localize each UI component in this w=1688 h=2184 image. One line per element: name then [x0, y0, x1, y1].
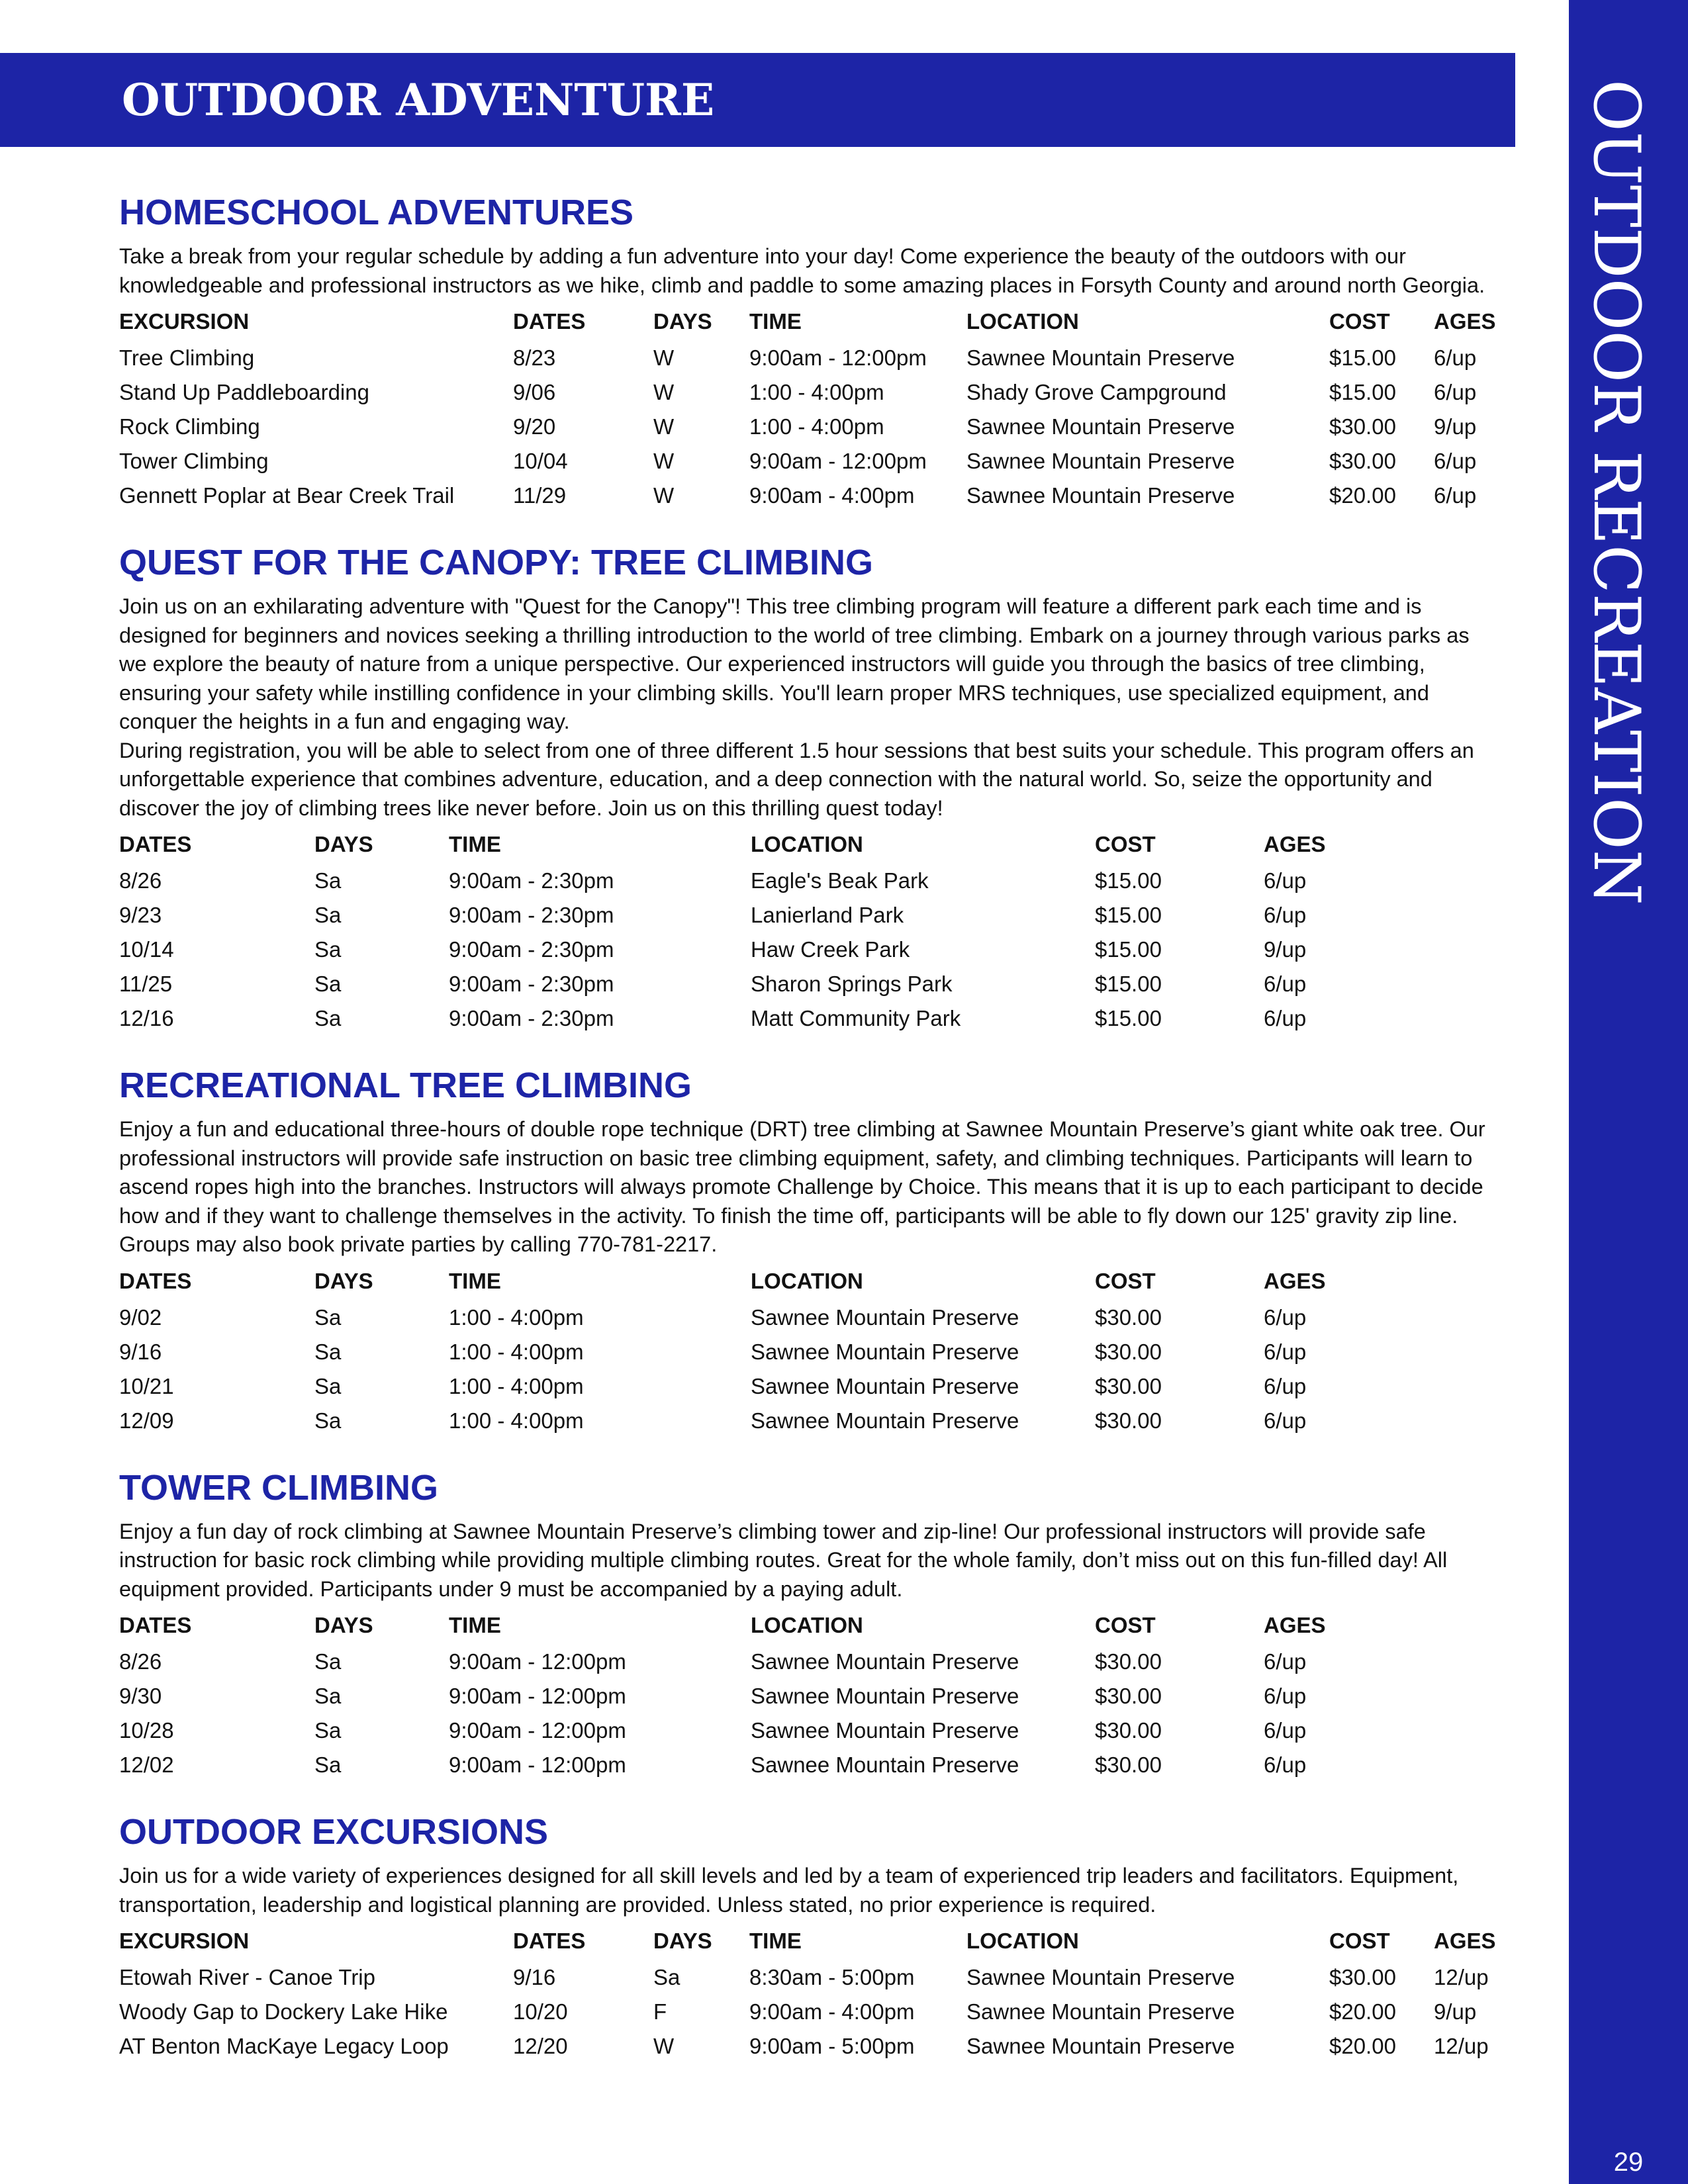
cell-ages: 6/up	[1264, 1684, 1307, 1709]
cell-location: Eagle's Beak Park	[751, 868, 929, 893]
cell-ages: 12/up	[1434, 1965, 1489, 1990]
section-heading: RECREATIONAL TREE CLIMBING	[119, 1066, 692, 1106]
column-header-dates: DATES	[119, 832, 192, 857]
cell-location: Sawnee Mountain Preserve	[751, 1373, 1019, 1398]
table-row	[119, 375, 1496, 410]
cell-days: Sa	[314, 1752, 342, 1778]
cell-excursion: Tower Climbing	[119, 449, 269, 474]
section-heading: TOWER CLIMBING	[119, 1467, 438, 1508]
cell-time: 8:30am - 5:00pm	[749, 1965, 915, 1990]
cell-dates: 12/20	[513, 2034, 568, 2059]
table-header-row	[119, 1929, 1496, 1960]
section-homeschool-adventures	[119, 192, 1496, 513]
section-quest-for-the-canopy-tree-climbing	[119, 542, 1496, 1036]
cell-ages: 6/up	[1434, 345, 1477, 371]
cell-ages: 6/up	[1264, 1408, 1307, 1433]
schedule-table	[119, 1929, 1496, 2064]
section-description	[119, 242, 1496, 300]
cell-time: 9:00am - 2:30pm	[449, 903, 614, 928]
cell-dates: 9/02	[119, 1304, 162, 1330]
table-header-row	[119, 1613, 1496, 1645]
column-header-time: TIME	[449, 1613, 501, 1638]
table-header-row	[119, 832, 1496, 864]
cell-cost: $30.00	[1095, 1752, 1162, 1778]
cell-dates: 9/20	[513, 414, 556, 439]
cell-location: Sawnee Mountain Preserve	[966, 345, 1235, 371]
column-header-location: LOCATION	[751, 1268, 863, 1293]
cell-dates: 8/26	[119, 1649, 162, 1674]
cell-cost: $30.00	[1095, 1339, 1162, 1364]
section-heading: OUTDOOR EXCURSIONS	[119, 1812, 549, 1852]
cell-time: 1:00 - 4:00pm	[749, 380, 884, 405]
cell-excursion: Woody Gap to Dockery Lake Hike	[119, 1999, 448, 2025]
cell-dates: 11/29	[513, 483, 567, 508]
table-row	[119, 1369, 1496, 1404]
cell-time: 9:00am - 2:30pm	[449, 972, 614, 997]
cell-days: Sa	[314, 1373, 342, 1398]
table-row	[119, 1748, 1496, 1782]
cell-ages: 9/up	[1434, 414, 1477, 439]
column-header-time: TIME	[449, 832, 501, 857]
cell-excursion: Etowah River - Canoe Trip	[119, 1965, 375, 1990]
top-banner	[0, 53, 1515, 147]
cell-days: W	[653, 380, 675, 405]
column-header-cost: COST	[1095, 1613, 1156, 1638]
section-description	[119, 1115, 1496, 1259]
cell-ages: 6/up	[1434, 483, 1477, 508]
column-header-ages: AGES	[1434, 1929, 1496, 1954]
table-row	[119, 478, 1496, 513]
page-number: 29	[1613, 2148, 1644, 2177]
cell-cost: $15.00	[1095, 1006, 1162, 1031]
cell-ages: 6/up	[1434, 449, 1477, 474]
cell-dates: 9/16	[513, 1965, 556, 1990]
cell-dates: 9/23	[119, 903, 162, 928]
cell-time: 9:00am - 4:00pm	[749, 1999, 915, 2025]
cell-dates: 12/09	[119, 1408, 174, 1433]
cell-cost: $30.00	[1329, 449, 1396, 474]
cell-cost: $15.00	[1329, 345, 1396, 371]
table-row	[119, 1995, 1496, 2029]
cell-dates: 10/28	[119, 1718, 174, 1743]
cell-dates: 8/26	[119, 868, 162, 893]
cell-location: Sawnee Mountain Preserve	[966, 414, 1235, 439]
table-header-row	[119, 1269, 1496, 1300]
cell-cost: $20.00	[1329, 483, 1396, 508]
description-paragraph: Join us for a wide variety of experiences designed for all skill levels and led by a team of experienced trip leaders and facilitators. Equipment, transportation, leadership and logistical planning are provided. Unless stated, no prior experience is required.	[119, 1864, 1459, 1917]
cell-time: 1:00 - 4:00pm	[449, 1408, 584, 1433]
table-row	[119, 1404, 1496, 1438]
cell-days: Sa	[314, 1339, 342, 1364]
table-row	[119, 410, 1496, 444]
cell-dates: 10/14	[119, 937, 174, 962]
cell-location: Sawnee Mountain Preserve	[751, 1304, 1019, 1330]
section-description	[119, 1518, 1496, 1604]
description-paragraph: Enjoy a fun day of rock climbing at Sawnee Mountain Preserve’s climbing tower and zip-line! Our professional instructors will provide safe instruction for basic rock climbing while providing multiple climbing routes. Great for the whole family, don’t miss out on this fun-filled day! All equipment provided. Participants under 9 must be accompanied by a paying adult.	[119, 1519, 1448, 1601]
description-paragraph: During registration, you will be able to select from one of three different 1.5 hour sessions that best suits your schedule. This program offers an unforgettable experience that combines adventure, education, and a deep connection with the natural world. So, seize the opportunity and discover the joy of climbing trees like never before. Join us on this thrilling quest today!	[119, 738, 1474, 820]
cell-location: Sawnee Mountain Preserve	[751, 1684, 1019, 1709]
cell-dates: 12/16	[119, 1006, 174, 1031]
column-header-days: DAYS	[314, 832, 373, 857]
cell-time: 1:00 - 4:00pm	[449, 1373, 584, 1398]
cell-cost: $15.00	[1095, 937, 1162, 962]
cell-location: Sawnee Mountain Preserve	[966, 2034, 1235, 2059]
cell-time: 1:00 - 4:00pm	[749, 414, 884, 439]
column-header-excursion: EXCURSION	[119, 309, 250, 334]
cell-days: W	[653, 449, 675, 474]
cell-cost: $20.00	[1329, 1999, 1396, 2025]
cell-days: Sa	[314, 972, 342, 997]
cell-cost: $15.00	[1329, 380, 1396, 405]
cell-excursion: Gennett Poplar at Bear Creek Trail	[119, 483, 455, 508]
cell-ages: 6/up	[1264, 903, 1307, 928]
schedule-table	[119, 832, 1496, 1036]
cell-excursion: Rock Climbing	[119, 414, 260, 439]
cell-days: Sa	[314, 1684, 342, 1709]
cell-cost: $15.00	[1095, 972, 1162, 997]
column-header-dates: DATES	[513, 309, 586, 334]
cell-cost: $30.00	[1095, 1718, 1162, 1743]
cell-cost: $30.00	[1095, 1408, 1162, 1433]
cell-dates: 9/30	[119, 1684, 162, 1709]
cell-days: Sa	[314, 1649, 342, 1674]
table-row	[119, 1335, 1496, 1369]
column-header-ages: AGES	[1434, 309, 1496, 334]
cell-dates: 9/16	[119, 1339, 162, 1364]
cell-ages: 9/up	[1434, 1999, 1477, 2025]
schedule-table	[119, 309, 1496, 513]
table-row	[119, 898, 1496, 933]
table-row	[119, 1300, 1496, 1335]
cell-location: Haw Creek Park	[751, 937, 910, 962]
cell-location: Sawnee Mountain Preserve	[966, 483, 1235, 508]
cell-cost: $30.00	[1095, 1373, 1162, 1398]
column-header-ages: AGES	[1264, 1613, 1326, 1638]
column-header-cost: COST	[1329, 1929, 1390, 1954]
column-header-ages: AGES	[1264, 832, 1326, 857]
column-header-location: LOCATION	[751, 832, 863, 857]
cell-dates: 10/04	[513, 449, 568, 474]
cell-time: 9:00am - 2:30pm	[449, 937, 614, 962]
cell-location: Sawnee Mountain Preserve	[751, 1718, 1019, 1743]
cell-time: 9:00am - 2:30pm	[449, 868, 614, 893]
cell-dates: 9/06	[513, 380, 556, 405]
cell-days: Sa	[314, 1408, 342, 1433]
column-header-days: DAYS	[653, 1929, 712, 1954]
column-header-cost: COST	[1095, 832, 1156, 857]
schedule-table	[119, 1613, 1496, 1782]
cell-cost: $15.00	[1095, 903, 1162, 928]
section-description	[119, 592, 1496, 823]
cell-ages: 6/up	[1264, 1006, 1307, 1031]
cell-days: F	[653, 1999, 667, 2025]
cell-days: Sa	[314, 1718, 342, 1743]
cell-location: Matt Community Park	[751, 1006, 961, 1031]
column-header-excursion: EXCURSION	[119, 1929, 250, 1954]
cell-location: Sawnee Mountain Preserve	[966, 1965, 1235, 1990]
column-header-location: LOCATION	[966, 309, 1079, 334]
column-header-dates: DATES	[119, 1613, 192, 1638]
main-content	[119, 192, 1496, 2093]
cell-cost: $30.00	[1095, 1649, 1162, 1674]
cell-time: 9:00am - 12:00pm	[449, 1752, 626, 1778]
cell-time: 9:00am - 4:00pm	[749, 483, 915, 508]
column-header-location: LOCATION	[966, 1929, 1079, 1954]
column-header-days: DAYS	[653, 309, 712, 334]
cell-location: Sawnee Mountain Preserve	[751, 1752, 1019, 1778]
column-header-ages: AGES	[1264, 1268, 1326, 1293]
table-row	[119, 864, 1496, 898]
cell-days: W	[653, 2034, 675, 2059]
column-header-dates: DATES	[513, 1929, 586, 1954]
section-heading: HOMESCHOOL ADVENTURES	[119, 193, 634, 232]
table-row	[119, 1001, 1496, 1036]
cell-location: Sawnee Mountain Preserve	[966, 449, 1235, 474]
cell-time: 9:00am - 5:00pm	[749, 2034, 915, 2059]
table-row	[119, 1713, 1496, 1748]
cell-days: W	[653, 483, 675, 508]
side-section-title: OUTDOOR RECREATION	[1579, 79, 1654, 905]
cell-ages: 6/up	[1264, 1339, 1307, 1364]
cell-location: Sawnee Mountain Preserve	[751, 1339, 1019, 1364]
page-title: OUTDOOR ADVENTURE	[122, 74, 715, 126]
cell-ages: 6/up	[1264, 1304, 1307, 1330]
cell-dates: 11/25	[119, 972, 173, 997]
schedule-table	[119, 1269, 1496, 1438]
table-row	[119, 933, 1496, 967]
section-outdoor-excursions	[119, 1811, 1496, 2064]
table-row	[119, 1679, 1496, 1713]
column-header-cost: COST	[1329, 309, 1390, 334]
cell-time: 1:00 - 4:00pm	[449, 1304, 584, 1330]
column-header-time: TIME	[449, 1268, 501, 1293]
column-header-location: LOCATION	[751, 1613, 863, 1638]
column-header-dates: DATES	[119, 1268, 192, 1293]
cell-ages: 6/up	[1434, 380, 1477, 405]
table-row	[119, 1960, 1496, 1995]
cell-location: Shady Grove Campground	[966, 380, 1227, 405]
column-header-time: TIME	[749, 1929, 802, 1954]
cell-cost: $30.00	[1095, 1684, 1162, 1709]
description-paragraph: Take a break from your regular schedule by adding a fun adventure into your day! Come experience the beauty of the outdoors with our knowledgeable and professional instructors as we hike, climb and paddle to some amazing places in Forsyth County and around north Georgia.	[119, 244, 1485, 297]
cell-time: 9:00am - 12:00pm	[449, 1649, 626, 1674]
cell-ages: 6/up	[1264, 1718, 1307, 1743]
cell-days: Sa	[653, 1965, 680, 1990]
table-row	[119, 341, 1496, 375]
cell-location: Sawnee Mountain Preserve	[966, 1999, 1235, 2025]
section-tower-climbing	[119, 1467, 1496, 1783]
cell-time: 1:00 - 4:00pm	[449, 1339, 584, 1364]
cell-cost: $15.00	[1095, 868, 1162, 893]
table-row	[119, 444, 1496, 478]
cell-excursion: AT Benton MacKaye Legacy Loop	[119, 2034, 449, 2059]
cell-ages: 6/up	[1264, 1649, 1307, 1674]
cell-days: Sa	[314, 937, 342, 962]
cell-time: 9:00am - 12:00pm	[449, 1684, 626, 1709]
cell-location: Sawnee Mountain Preserve	[751, 1408, 1019, 1433]
cell-time: 9:00am - 12:00pm	[449, 1718, 626, 1743]
table-row	[119, 1645, 1496, 1679]
cell-days: W	[653, 414, 675, 439]
cell-dates: 10/20	[513, 1999, 568, 2025]
cell-ages: 9/up	[1264, 937, 1307, 962]
cell-days: Sa	[314, 868, 342, 893]
section-heading: QUEST FOR THE CANOPY: TREE CLIMBING	[119, 543, 874, 583]
cell-dates: 8/23	[513, 345, 556, 371]
cell-location: Sharon Springs Park	[751, 972, 953, 997]
cell-time: 9:00am - 2:30pm	[449, 1006, 614, 1031]
section-recreational-tree-climbing	[119, 1065, 1496, 1438]
column-header-cost: COST	[1095, 1268, 1156, 1293]
cell-location: Sawnee Mountain Preserve	[751, 1649, 1019, 1674]
cell-ages: 12/up	[1434, 2034, 1489, 2059]
column-header-days: DAYS	[314, 1268, 373, 1293]
cell-ages: 6/up	[1264, 1752, 1307, 1778]
description-paragraph: Join us on an exhilarating adventure with "Quest for the Canopy"! This tree climbing program will feature a different park each time and is designed for beginners and novices seeking a thrilling introduction to the world of tree climbing. Embark on a journey through various parks as we explore the beauty of nature from a unique perspective. Our experienced instructors will guide you through the basics of tree climbing, ensuring your safety while instilling confidence in your climbing skills. You'll learn proper MRS techniques, use specialized equipment, and conquer the heights in a fun and engaging way.	[119, 594, 1470, 734]
cell-location: Lanierland Park	[751, 903, 904, 928]
table-row	[119, 2029, 1496, 2064]
cell-excursion: Stand Up Paddleboarding	[119, 380, 369, 405]
cell-cost: $30.00	[1329, 414, 1396, 439]
cell-days: Sa	[314, 1006, 342, 1031]
cell-cost: $30.00	[1095, 1304, 1162, 1330]
table-header-row	[119, 309, 1496, 341]
cell-time: 9:00am - 12:00pm	[749, 345, 927, 371]
cell-dates: 12/02	[119, 1752, 174, 1778]
cell-days: Sa	[314, 903, 342, 928]
section-description	[119, 1862, 1496, 1919]
cell-ages: 6/up	[1264, 1373, 1307, 1398]
cell-cost: $30.00	[1329, 1965, 1396, 1990]
cell-dates: 10/21	[119, 1373, 174, 1398]
column-header-time: TIME	[749, 309, 802, 334]
column-header-days: DAYS	[314, 1613, 373, 1638]
cell-time: 9:00am - 12:00pm	[749, 449, 927, 474]
description-paragraph: Enjoy a fun and educational three-hours of double rope technique (DRT) tree climbing at Sawnee Mountain Preserve’s giant white oak tree. Our professional instructors will provide safe instruction on basic tree climbing equipment, safety, and climbing techniques. Participants will learn to ascend ropes high into the branches. Instructors will always promote Challenge by Choice. This means that it is up to each participant to decide how and if they want to challenge themselves in the activity. To finish the time off, participants will be able to fly down our 125' gravity zip line. Groups may also book private parties by calling 770-781-2217.	[119, 1117, 1485, 1257]
cell-ages: 6/up	[1264, 972, 1307, 997]
cell-cost: $20.00	[1329, 2034, 1396, 2059]
cell-days: W	[653, 345, 675, 371]
table-row	[119, 967, 1496, 1001]
cell-excursion: Tree Climbing	[119, 345, 255, 371]
cell-ages: 6/up	[1264, 868, 1307, 893]
cell-days: Sa	[314, 1304, 342, 1330]
